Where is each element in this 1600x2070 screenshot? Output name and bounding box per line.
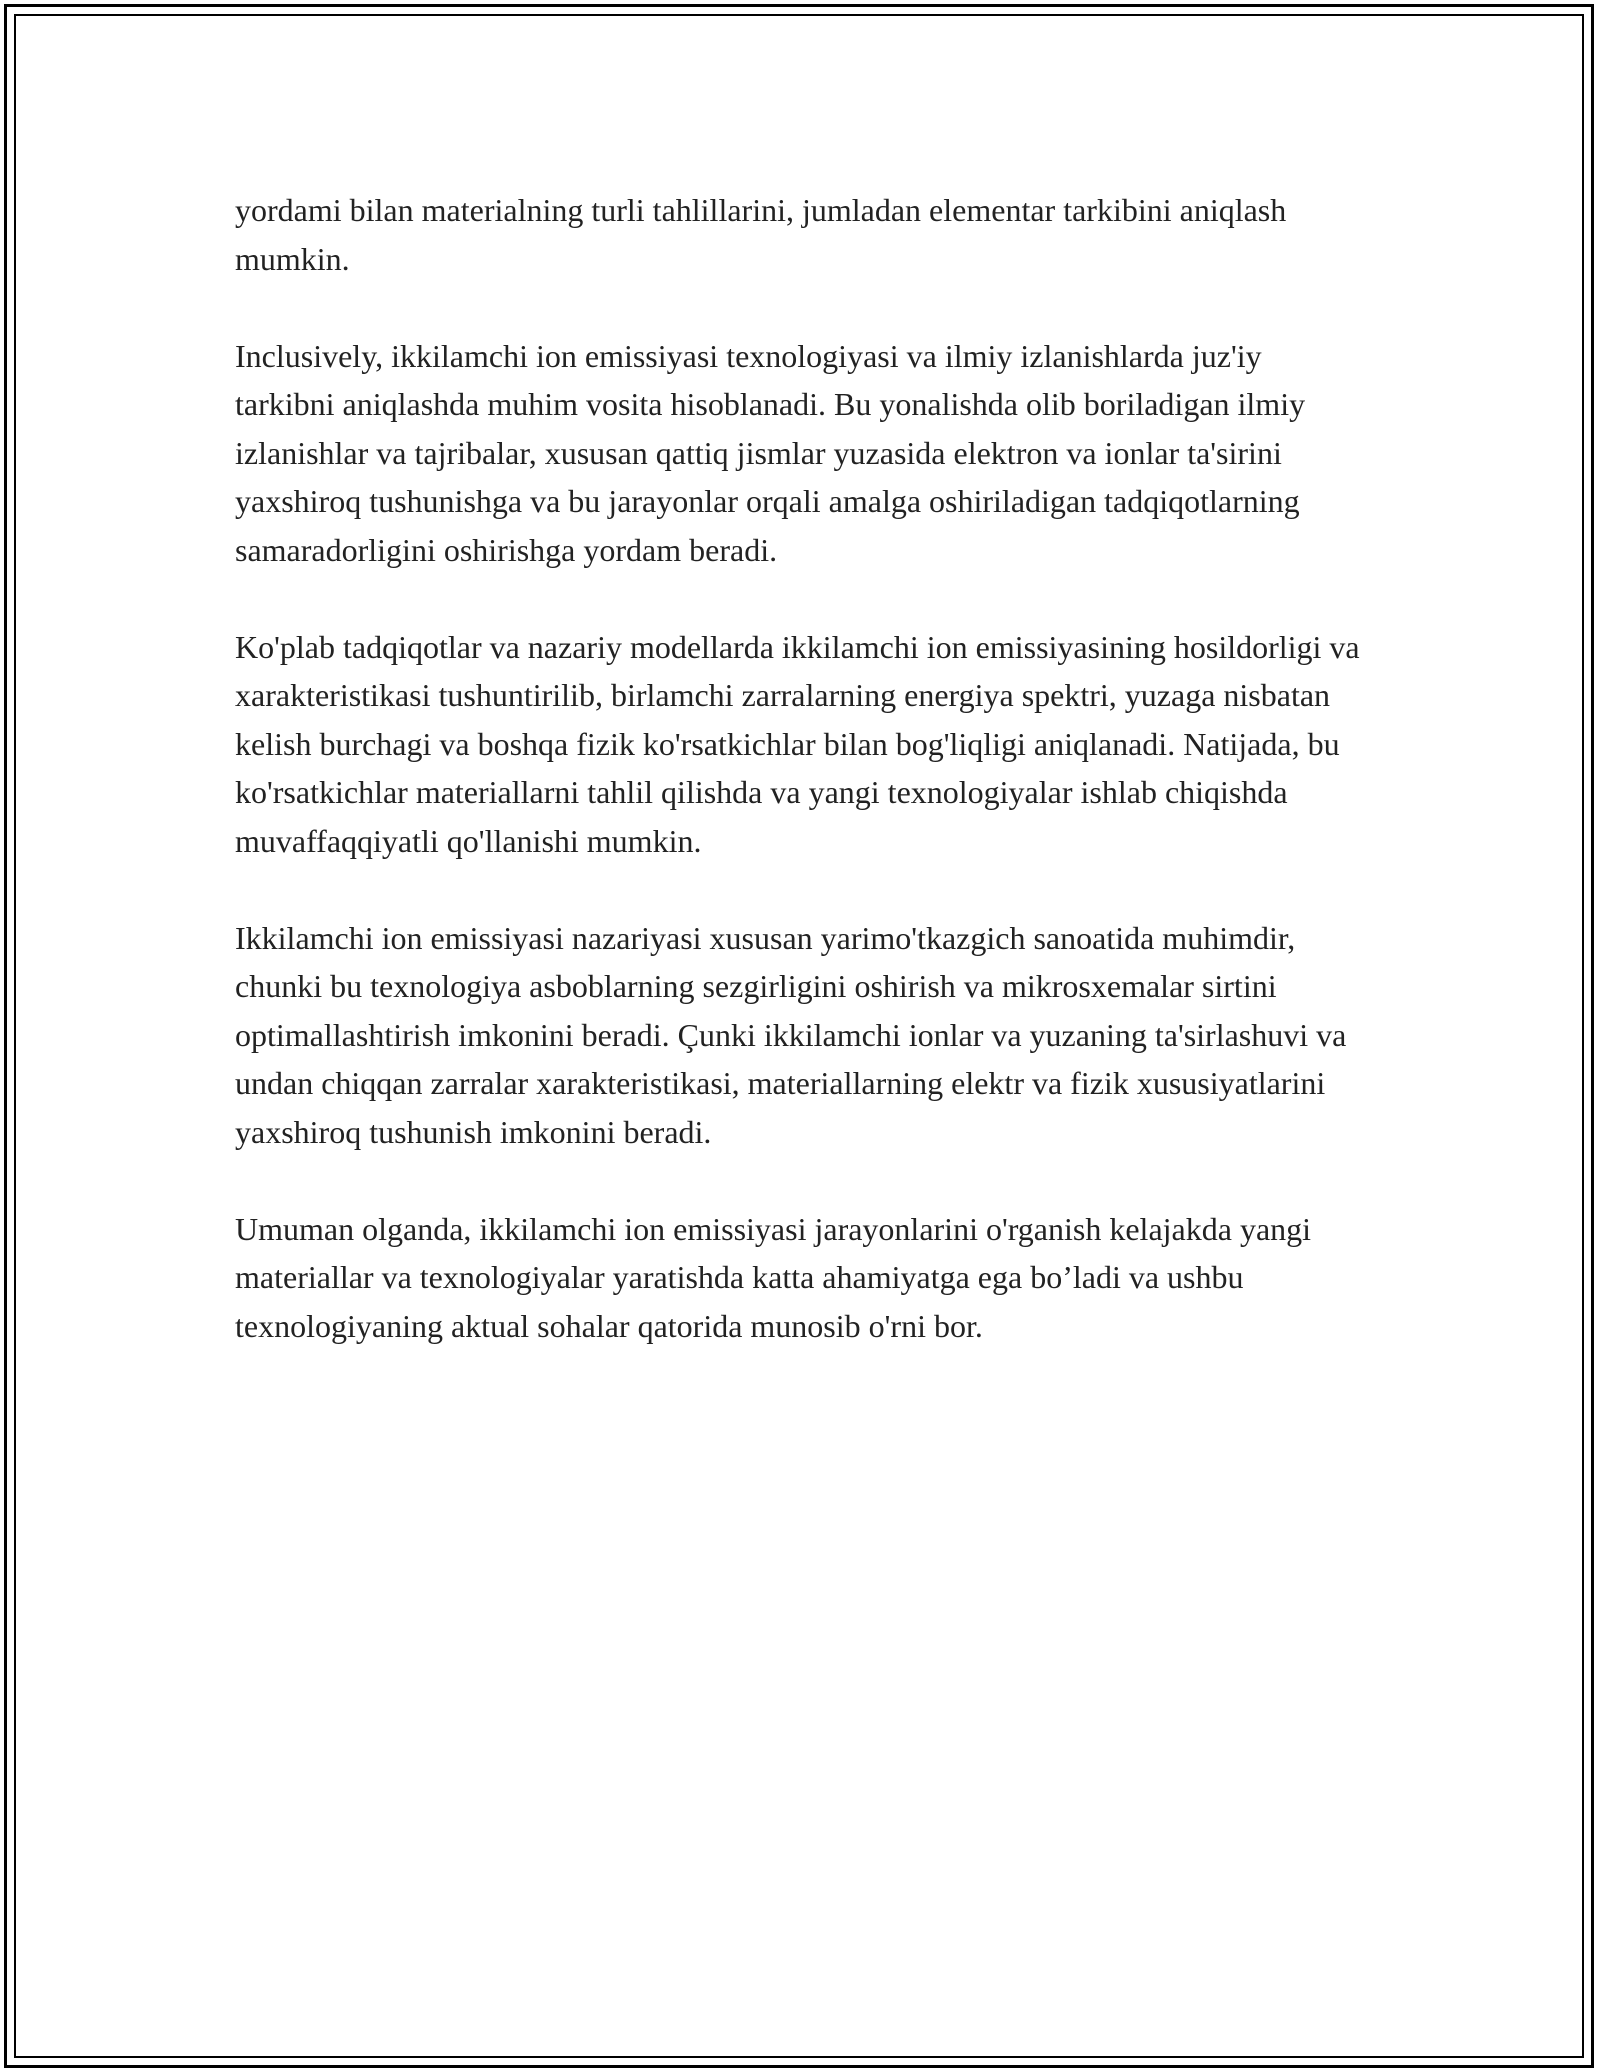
- paragraph-1: yordami bilan materialning turli tahlillarini, jumladan elementar tarkibini aniqlash mumkin.: [235, 192, 1287, 277]
- document-body: [235, 186, 1365, 1399]
- paragraph-2: Inclusively, ikkilamchi ion emissiyasi texnologiyasi va ilmiy izlanishlarda juz'iy tarkibni aniqlashda muhim vosita hisoblanadi. Bu yonalishda olib boriladigan ilmiy izlanishlar va tajribalar, xususan qattiq jismlar yuzasida elektron va ionlar ta'sirini yaxshiroq tushunishga va bu jarayonlar orqali amalga oshiriladigan tadqiqotlarning samaradorligini oshirishga yordam beradi.: [235, 337, 1306, 568]
- paragraph-5: Umuman olganda, ikkilamchi ion emissiyasi jarayonlarini o'rganish kelajakda yangi materiallar va texnologiyalar yaratishda katta ahamiyatga ega bo’ladi va ushbu texnologiyaning aktual sohalar qatorida munosib o'rni bor.: [235, 1210, 1312, 1344]
- paragraph-3: Ko'plab tadqiqotlar va nazariy modellarda ikkilamchi ion emissiyasining hosildorligi va xarakteristikasi tushuntirilib, birlamchi zarralarning energiya spektri, yuzaga nisbatan kelish burchagi va boshqa fizik ko'rsatkichlar bilan bog'liqligi aniqlanadi. Natijada, bu ko'rsatkichlar materiallarni tahlil qilishda va yangi texnologiyalar ishlab chiqishda muvaffaqqiyatli qo'llanishi mumkin.: [235, 628, 1360, 859]
- paragraph-4: Ikkilamchi ion emissiyasi nazariyasi xususan yarimo'tkazgich sanoatida muhimdir, chunki bu texnologiya asboblarning sezgirligini oshirish va mikrosxemalar sirtini optimallashtirish imkonini beradi. Çunki ikkilamchi ionlar va yuzaning ta'sirlashuvi va undan chiqqan zarralar xarakteristikasi, materiallarning elektr va fizik xususiyatlarini yaxshiroq tushunish imkonini beradi.: [235, 919, 1347, 1150]
